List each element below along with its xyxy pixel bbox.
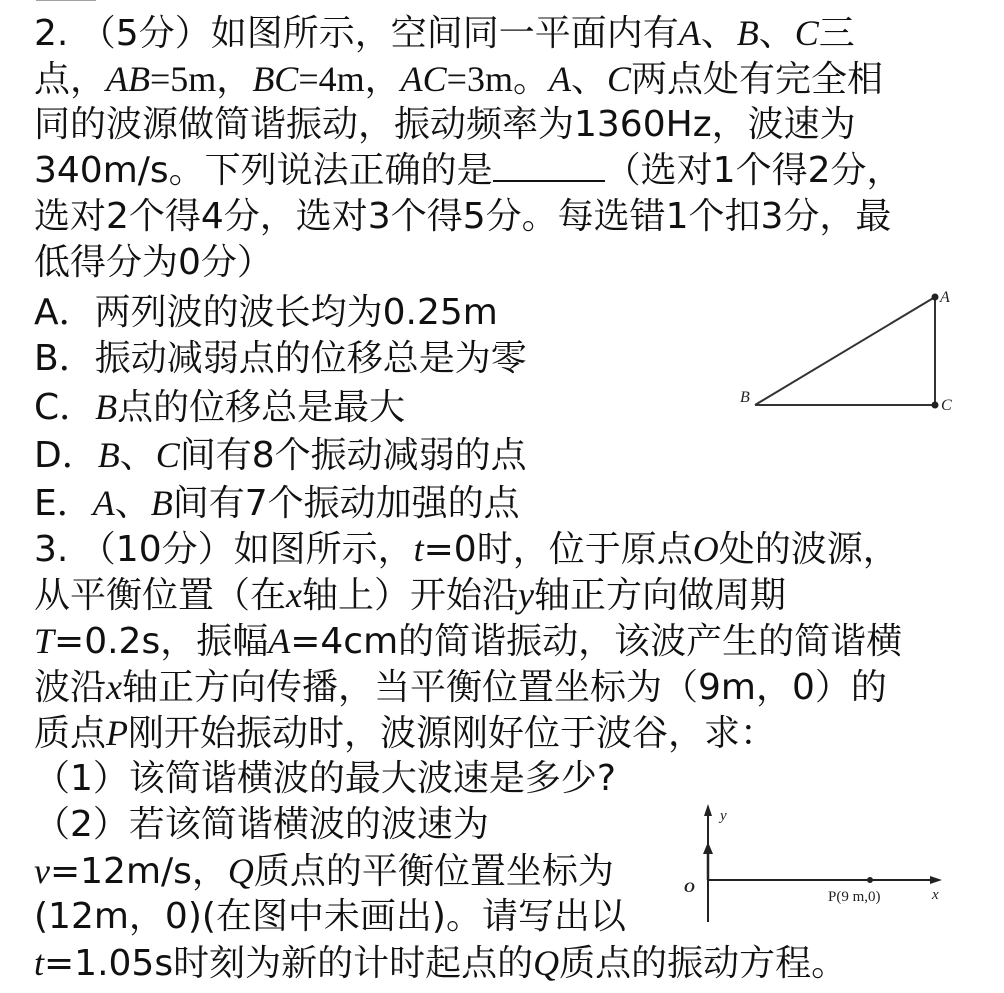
p3-line-1: 3. （10分）如图所示，t=0时，位于原点O处的波源， <box>34 529 899 570</box>
y-arrow-icon <box>704 804 712 816</box>
p3-line-4: 波沿x轴正方向传播，当平衡位置坐标为（9m，0）的 <box>34 667 887 708</box>
point-a <box>932 294 939 301</box>
option-e: E．A、B间有7个振动加强的点 <box>34 483 520 524</box>
point-p <box>867 877 873 883</box>
x-arrow-icon <box>930 876 942 884</box>
answer-blank[interactable] <box>493 150 605 182</box>
p2-line-2: 点，AB=5m，BC=4m，AC=3m。A、C两点处有完全相 <box>34 59 884 100</box>
p3-line-10: t=1.05s时刻为新的计时起点的Q质点的振动方程。 <box>34 943 848 984</box>
label-p: P(9 m,0) <box>828 889 881 905</box>
wave-axes-figure <box>670 800 960 930</box>
label-x: x <box>932 887 939 903</box>
point-c <box>932 402 939 409</box>
label-o: O <box>684 880 695 896</box>
p2-line-4: 340m/s。下列说法正确的是 （选对1个得2分， <box>34 150 903 191</box>
label-a: A <box>940 289 950 306</box>
option-c: C．B点的位移总是最大 <box>34 387 406 428</box>
label-b: B <box>740 389 750 406</box>
triangle-figure <box>730 285 970 420</box>
p3-line-8: v=12m/s，Q质点的平衡位置坐标为 <box>34 851 614 892</box>
p3-line-2: 从平衡位置（在x轴上）开始沿y轴正方向做周期 <box>34 575 787 616</box>
label-y: y <box>720 808 727 824</box>
p2-line-3: 同的波源做简谐振动，振动频率为1360Hz，波速为 <box>34 104 856 145</box>
option-a: A．两列波的波长均为0.25m <box>34 292 498 333</box>
p2-line-1: 2. （5分）如图所示，空间同一平面内有A、B、C三 <box>34 13 855 54</box>
question-1: （1）该简谐横波的最大波速是多少? <box>34 758 617 799</box>
p2-line-6: 低得分为0分） <box>34 242 273 283</box>
question-2: （2）若该简谐横波的波速为 <box>34 804 489 845</box>
p3-line-5: 质点P刚开始振动时，波源刚好位于波谷，求： <box>34 713 777 754</box>
source-direction-arrow-icon <box>703 842 713 854</box>
p2-line-5: 选对2个得4分，选对3个得5分。每选错1个扣3分，最 <box>34 196 892 237</box>
cropped-text-fragment <box>36 0 96 9</box>
label-c: C <box>941 397 952 414</box>
p3-line-3: T=0.2s，振幅A=4cm的简谐振动，该波产生的简谐横 <box>34 621 903 662</box>
edge-ab <box>755 297 935 405</box>
option-d: D．B、C间有8个振动减弱的点 <box>34 435 527 476</box>
p3-line-9: (12m，0)(在图中未画出)。请写出以 <box>34 896 626 937</box>
option-b: B．振动减弱点的位移总是为零 <box>34 338 527 379</box>
